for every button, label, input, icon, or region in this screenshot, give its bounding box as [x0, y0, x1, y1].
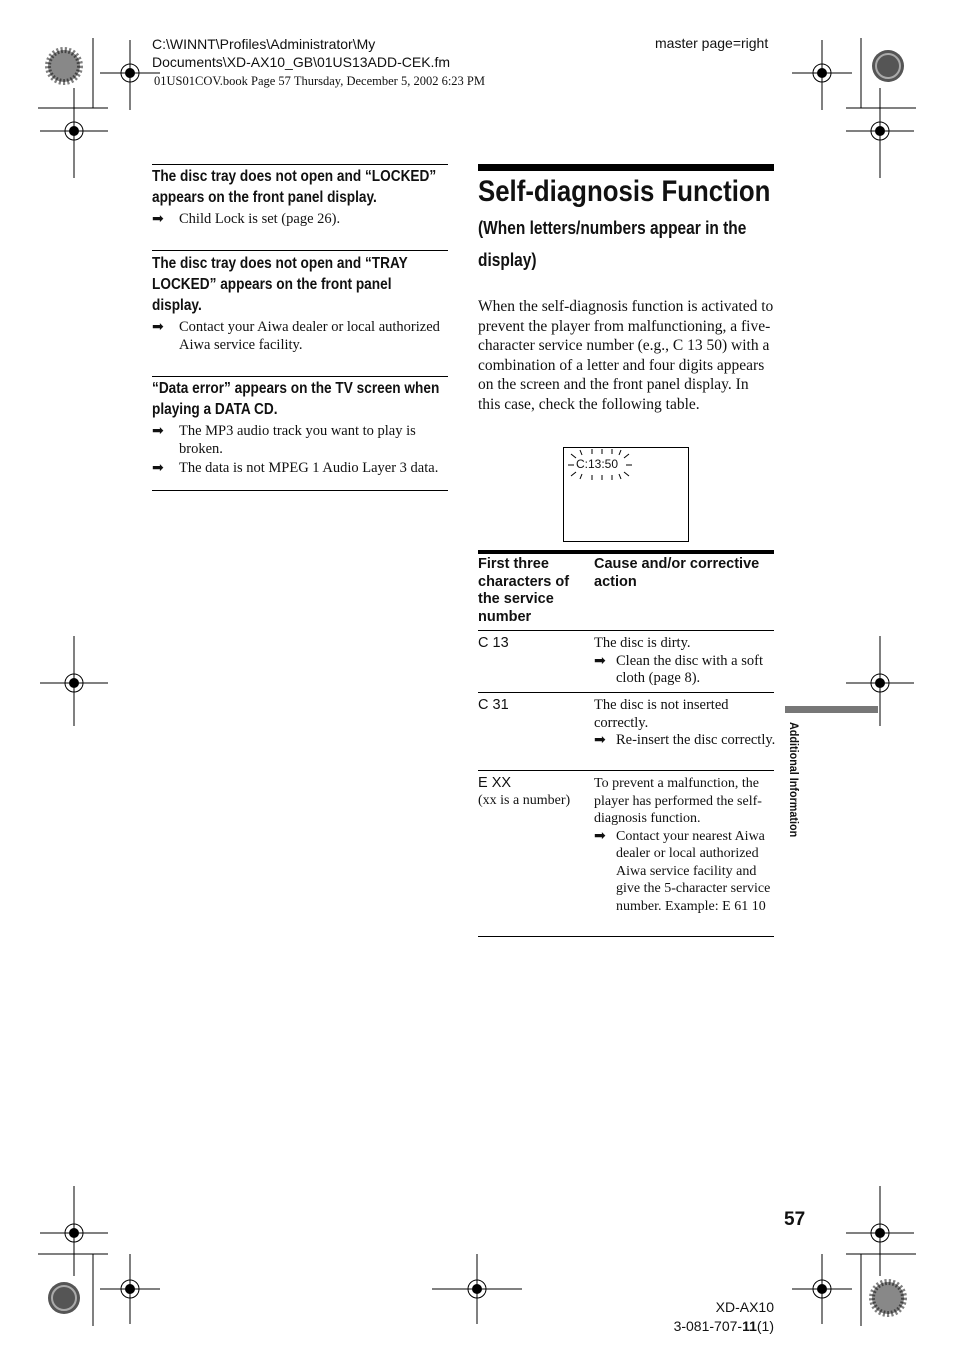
- section-tab-bar: [785, 706, 878, 713]
- arrow-icon: ➡: [594, 732, 606, 748]
- list-item: ➡ The MP3 audio track you want to play is broken.: [152, 423, 416, 457]
- page-title: Self-diagnosis Function: [478, 175, 771, 208]
- table-cell-code: C 13: [478, 635, 509, 651]
- section-tab-label: Additional Information: [787, 722, 801, 838]
- table-cell-code: C 31: [478, 697, 509, 713]
- table-rule: [478, 692, 774, 693]
- model-number: XD-AX10: [715, 1299, 774, 1315]
- table-bottom-rule: [478, 936, 774, 937]
- list-item: ➡ Child Lock is set (page 26).: [152, 211, 341, 227]
- list-item: ➡ The data is not MPEG 1 Audio Layer 3 data.: [152, 460, 439, 476]
- table-cell-cause: To prevent a malfunction, the player has performed the self-diagnosis function. ➡ Contact your nearest Aiwa dealer or local authorized Aiwa service facility and give the 5-character service number. Example: E 61 10: [594, 776, 771, 914]
- arrow-icon: ➡: [594, 652, 606, 669]
- section-rule: [152, 164, 448, 165]
- table-header-cause: Cause and/or corrective action: [594, 556, 760, 590]
- table-header-code: First three characters of the service number: [478, 556, 570, 625]
- book-info: 01US01COV.book Page 57 Thursday, December 5, 2002 6:23 PM: [154, 74, 485, 88]
- page-subtitle: (When letters/numbers appear in the display): [478, 218, 747, 270]
- table-cell-cause: The disc is dirty. ➡ Clean the disc with a soft cloth (page 8).: [594, 635, 763, 686]
- table-rule: [478, 770, 774, 771]
- section-rule: [152, 376, 448, 377]
- section-rule: [152, 250, 448, 251]
- title-rule: [478, 164, 774, 171]
- table-rule: [478, 630, 774, 631]
- section-heading: The disc tray does not open and “TRAY LOCKED” appears on the front panel display.: [152, 255, 408, 314]
- file-path: C:\WINNT\Profiles\Administrator\My Documents\XD-AX10_GB\01US13ADD-CEK.fm: [152, 36, 450, 70]
- arrow-icon: ➡: [152, 423, 164, 439]
- section-heading: The disc tray does not open and “LOCKED” appears on the front panel display.: [152, 168, 437, 206]
- service-code-display: C:13:50: [576, 457, 619, 471]
- arrow-icon: ➡: [152, 460, 164, 476]
- page-number: 57: [784, 1209, 806, 1230]
- table-top-rule: [478, 550, 774, 554]
- arrow-icon: ➡: [152, 319, 164, 335]
- section-heading: “Data error” appears on the TV screen when playing a DATA CD.: [152, 380, 440, 418]
- arrow-icon: ➡: [152, 211, 164, 227]
- intro-paragraph: When the self-diagnosis function is activated to prevent the player from malfunctioning, a five-character service number (e.g., C 13 50) with a combination of a letter and four digits appears on the screen and the front panel display. In this case, check the following table.: [478, 298, 774, 413]
- arrow-icon: ➡: [594, 827, 606, 844]
- screen-illustration: [563, 447, 689, 542]
- list-item: ➡ Contact your Aiwa dealer or local authorized Aiwa service facility.: [152, 319, 440, 353]
- table-cell-code: E XX (xx is a number): [478, 775, 571, 808]
- section-rule: [152, 490, 448, 491]
- table-cell-cause: The disc is not inserted correctly. ➡ Re-insert the disc correctly.: [594, 697, 776, 748]
- part-number: 3-081-707-11(1): [673, 1318, 774, 1334]
- master-page-label: master page=right: [655, 35, 769, 51]
